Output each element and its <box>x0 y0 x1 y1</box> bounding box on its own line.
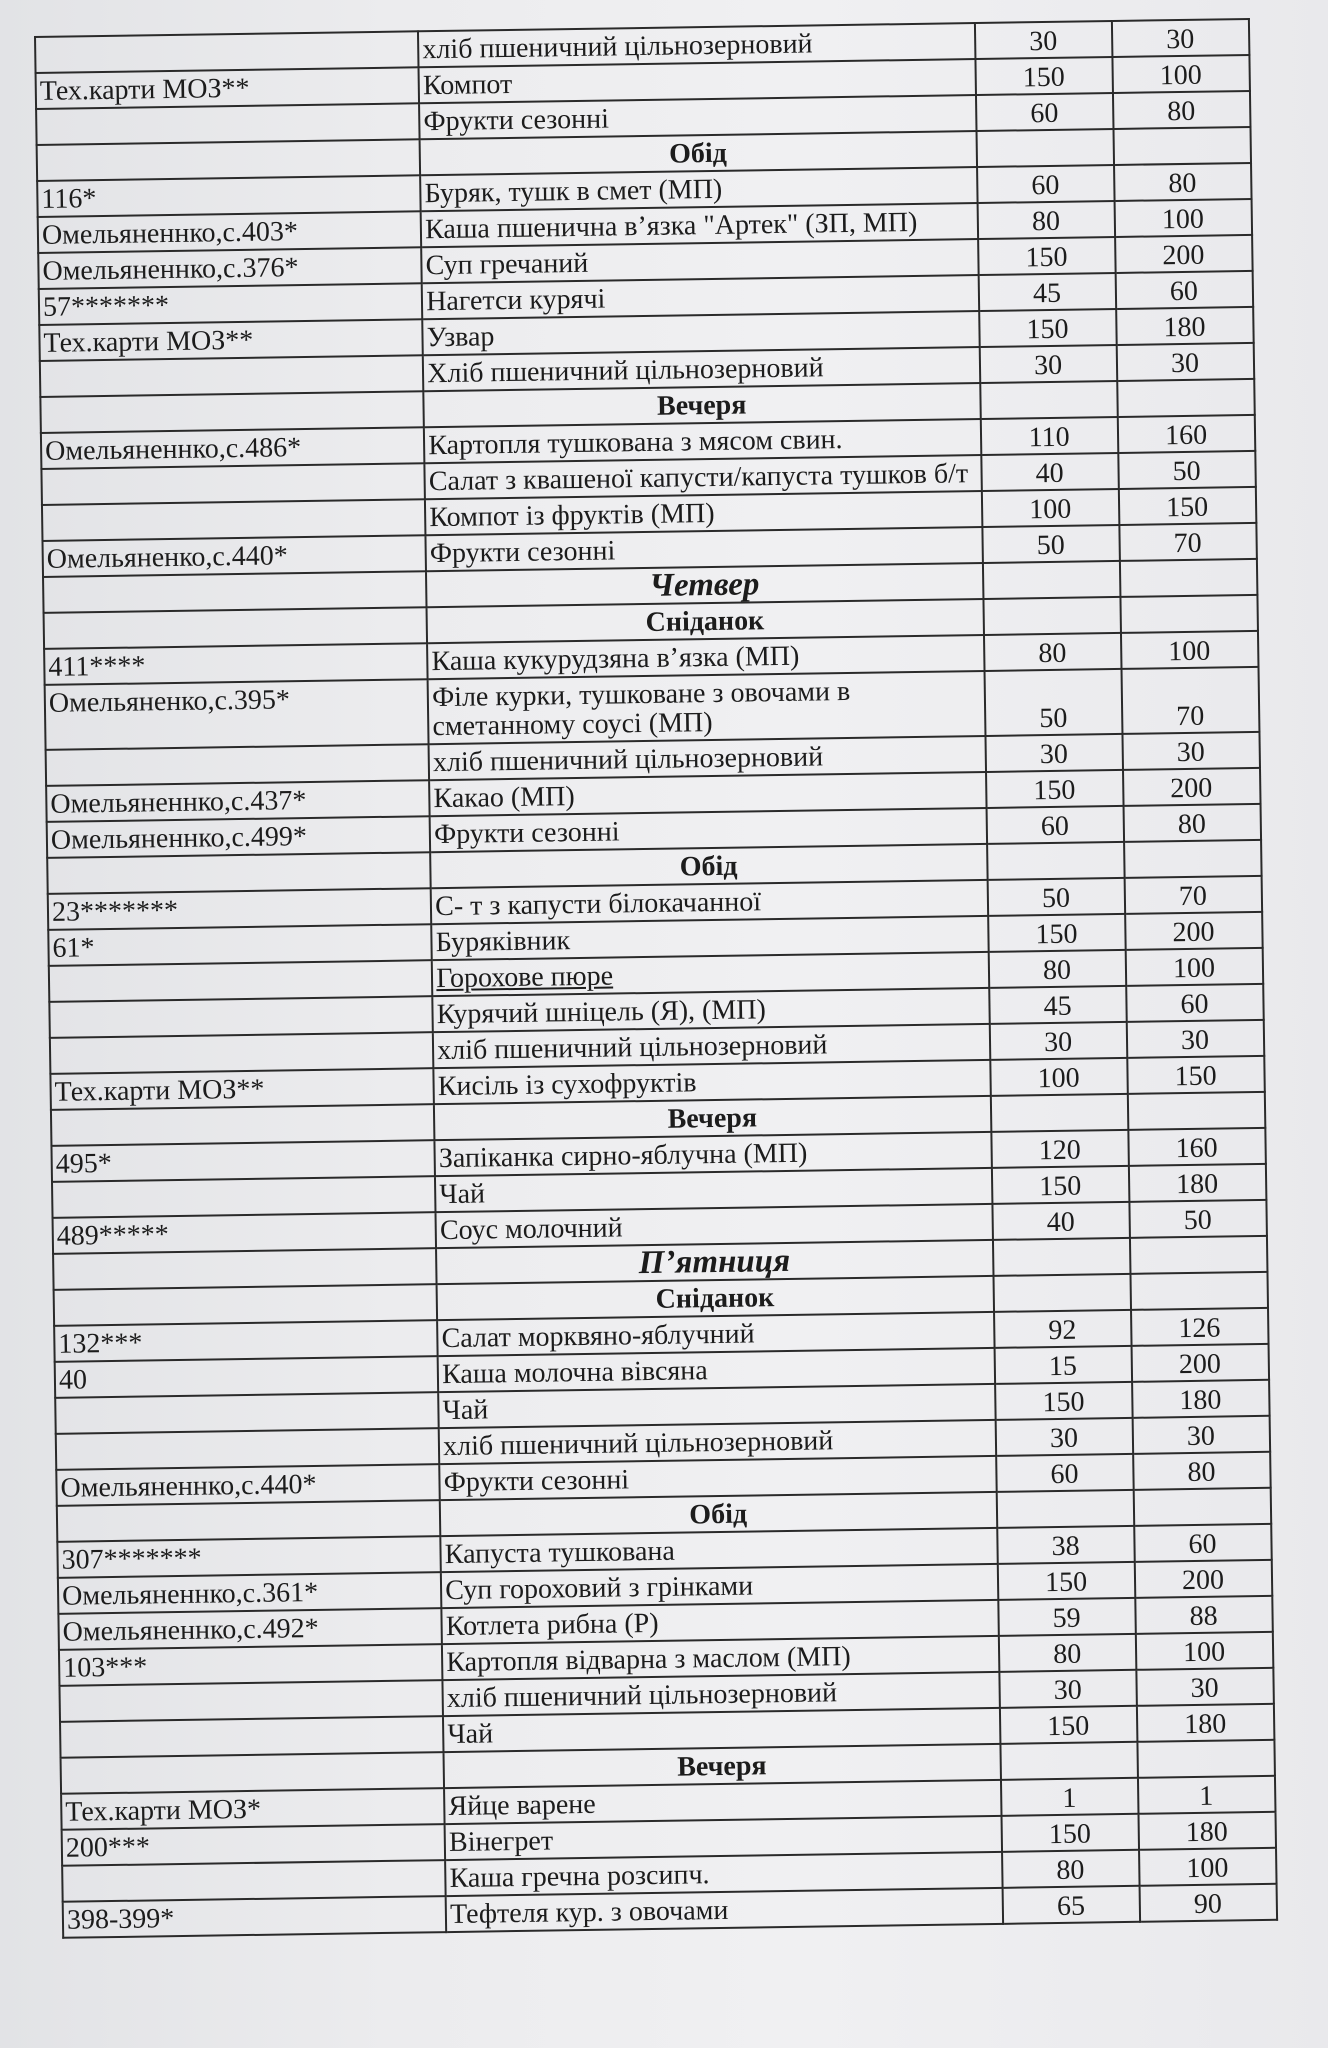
recipe-source-cell: 116* <box>37 175 421 217</box>
empty-portion-cell <box>1134 1488 1271 1526</box>
recipe-source-cell: Тех.карти МОЗ** <box>50 1068 434 1110</box>
portion-large-cell: 200 <box>1135 1560 1272 1598</box>
recipe-source-cell: 61* <box>48 924 432 966</box>
dish-name-cell: С- т з капусти білокачанної <box>431 880 988 924</box>
empty-source-cell <box>54 1284 438 1326</box>
menu-table <box>34 18 1278 1939</box>
portion-small-cell: 50 <box>988 878 1125 916</box>
empty-portion-cell <box>993 1238 1130 1276</box>
recipe-source-cell <box>42 499 426 541</box>
portion-large-cell: 160 <box>1118 415 1255 453</box>
recipe-source-cell: Омельяненнко,с.440* <box>56 1464 440 1506</box>
dish-name-cell: Курячий шніцель (Я), (МП) <box>432 988 989 1032</box>
portion-large-cell: 80 <box>1114 163 1251 201</box>
dish-name-cell: Хліб пшеничний цільнозерновий <box>423 347 980 391</box>
portion-small-cell: 60 <box>996 1454 1133 1492</box>
recipe-source-cell: Омельяненнко,с.403* <box>38 211 422 253</box>
meal-title: Обід <box>440 1492 997 1536</box>
portion-large-cell: 100 <box>1115 199 1252 237</box>
menu-sheet <box>34 18 1278 1939</box>
portion-large-cell: 30 <box>1112 19 1249 57</box>
dish-name-cell: Салат з квашеної капусти/капуста тушков б/т <box>425 455 982 499</box>
dish-name-cell: хліб пшеничний цільнозерновий <box>443 1672 1000 1716</box>
portion-large-cell: 70 <box>1122 667 1260 734</box>
portion-large-cell: 100 <box>1139 1848 1276 1886</box>
recipe-source-cell <box>50 1032 434 1074</box>
recipe-source-cell <box>59 1680 443 1722</box>
portion-large-cell: 80 <box>1124 804 1261 842</box>
portion-large-cell: 30 <box>1117 343 1254 381</box>
meal-title: Обід <box>420 131 977 175</box>
meal-title: Вечеря <box>434 1096 991 1140</box>
portion-small-cell: 30 <box>990 1022 1127 1060</box>
dish-name-cell: Буряк, тушк в смет (МП) <box>420 167 977 211</box>
recipe-source-cell <box>52 1176 436 1218</box>
portion-small-cell: 40 <box>993 1202 1130 1240</box>
portion-large-cell: 50 <box>1118 451 1255 489</box>
portion-small-cell: 80 <box>1002 1850 1139 1888</box>
recipe-source-cell: Омельяненнко,с.437* <box>46 780 430 822</box>
dish-name-cell: Каша пшенична в’язка "Артек" (ЗП, МП) <box>421 203 978 247</box>
portion-large-cell: 1 <box>1138 1776 1275 1814</box>
dish-name-cell: Соус молочний <box>436 1204 993 1248</box>
dish-name-cell: Каша кукурудзяна в’язка (МП) <box>427 635 984 679</box>
portion-small-cell: 150 <box>998 1562 1135 1600</box>
portion-small-cell: 80 <box>999 1634 1136 1672</box>
dish-name-cell: хліб пшеничний цільнозерновий <box>433 1024 990 1068</box>
portion-large-cell: 180 <box>1129 1164 1266 1202</box>
meal-title: Вечеря <box>424 383 981 427</box>
recipe-source-cell <box>41 463 425 505</box>
day-title: П’ятниця <box>436 1240 993 1284</box>
dish-name-cell: Салат морквяно-яблучний <box>437 1312 994 1356</box>
recipe-source-cell: 200*** <box>62 1824 446 1866</box>
portion-small-cell: 80 <box>989 950 1126 988</box>
portion-small-cell: 150 <box>986 770 1123 808</box>
dish-name-cell: Узвар <box>422 311 979 355</box>
portion-large-cell: 30 <box>1136 1668 1273 1706</box>
portion-small-cell: 40 <box>981 453 1118 491</box>
dish-name-cell: Вінегрет <box>445 1816 1002 1860</box>
dish-name-cell: Чай <box>443 1708 1000 1752</box>
portion-small-cell: 150 <box>992 1166 1129 1204</box>
portion-small-cell: 45 <box>989 986 1126 1024</box>
dish-name-cell: Котлета рибна (Р) <box>442 1600 999 1644</box>
recipe-source-cell: Омельяненнко,с.376* <box>38 247 422 289</box>
dish-name-cell: Нагетси курячі <box>422 275 979 319</box>
empty-portion-cell <box>1117 379 1254 417</box>
empty-source-cell <box>37 139 421 181</box>
portion-large-cell: 200 <box>1132 1344 1269 1382</box>
portion-small-cell: 150 <box>1000 1706 1137 1744</box>
portion-large-cell: 200 <box>1125 912 1262 950</box>
recipe-source-cell: 307******* <box>57 1536 441 1578</box>
empty-portion-cell <box>1001 1742 1138 1780</box>
portion-small-cell: 150 <box>988 914 1125 952</box>
dish-name-cell: Яйце варене <box>444 1780 1001 1824</box>
portion-large-cell: 70 <box>1119 523 1256 561</box>
portion-small-cell: 100 <box>982 489 1119 527</box>
portion-large-cell: 60 <box>1116 271 1253 309</box>
dish-name-cell: Суп гороховий з грінками <box>441 1564 998 1608</box>
portion-small-cell: 30 <box>986 734 1123 772</box>
portion-small-cell: 110 <box>981 417 1118 455</box>
empty-portion-cell <box>984 597 1121 635</box>
dish-name-cell: хліб пшеничний цільнозерновий <box>429 736 986 780</box>
portion-small-cell: 92 <box>994 1310 1131 1348</box>
empty-portion-cell <box>1130 1236 1267 1274</box>
empty-portion-cell <box>980 381 1117 419</box>
portion-large-cell: 90 <box>1140 1884 1277 1922</box>
portion-small-cell: 30 <box>975 21 1112 59</box>
portion-large-cell: 126 <box>1131 1308 1268 1346</box>
recipe-source-cell: Тех.карти МОЗ** <box>39 319 423 361</box>
empty-source-cell <box>51 1104 435 1146</box>
dish-name-cell: Фрукти сезонні <box>419 95 976 139</box>
portion-large-cell: 180 <box>1139 1812 1276 1850</box>
recipe-source-cell <box>46 744 430 786</box>
dish-name-cell: Філе курки, тушковане з овочами в сметанному соусі (МП) <box>428 671 986 744</box>
portion-small-cell: 45 <box>979 273 1116 311</box>
recipe-source-cell: 489***** <box>53 1212 437 1254</box>
portion-small-cell: 150 <box>976 57 1113 95</box>
portion-large-cell: 60 <box>1126 984 1263 1022</box>
portion-large-cell: 88 <box>1135 1596 1272 1634</box>
recipe-source-cell: 57******* <box>39 283 423 325</box>
recipe-source-cell: Омельяненнко,с.492* <box>58 1608 442 1650</box>
empty-portion-cell <box>991 1094 1128 1132</box>
empty-source-cell <box>43 571 427 613</box>
dish-name-cell: Тефтеля кур. з овочами <box>446 1888 1003 1932</box>
dish-name-cell: Горохове пюре <box>432 952 989 996</box>
menu-table-body <box>35 19 1277 1938</box>
portion-small-cell: 80 <box>978 201 1115 239</box>
portion-large-cell: 30 <box>1133 1416 1270 1454</box>
dish-name-cell: Фрукти сезонні <box>430 808 987 852</box>
portion-large-cell: 50 <box>1129 1200 1266 1238</box>
empty-portion-cell <box>977 129 1114 167</box>
portion-large-cell: 70 <box>1125 876 1262 914</box>
portion-small-cell: 60 <box>976 93 1113 131</box>
empty-portion-cell <box>1137 1740 1274 1778</box>
portion-large-cell: 200 <box>1115 235 1252 273</box>
portion-small-cell: 60 <box>987 806 1124 844</box>
portion-large-cell: 30 <box>1127 1020 1264 1058</box>
empty-portion-cell <box>1120 595 1257 633</box>
portion-small-cell: 59 <box>998 1598 1135 1636</box>
portion-small-cell: 38 <box>997 1526 1134 1564</box>
recipe-source-cell <box>40 355 424 397</box>
recipe-source-cell <box>36 103 420 145</box>
dish-name-cell: Какао (МП) <box>429 772 986 816</box>
meal-title: Сніданок <box>427 599 984 643</box>
portion-small-cell: 80 <box>984 633 1121 671</box>
portion-large-cell: 150 <box>1127 1056 1264 1094</box>
empty-portion-cell <box>983 561 1120 599</box>
dish-name-cell: Капуста тушкована <box>441 1528 998 1572</box>
recipe-source-cell: Омельяненнко,с.499* <box>47 816 431 858</box>
empty-source-cell <box>47 852 431 894</box>
portion-small-cell: 50 <box>985 669 1123 736</box>
empty-source-cell <box>44 607 428 649</box>
dish-name-cell: хліб пшеничний цільнозерновий <box>439 1420 996 1464</box>
empty-source-cell <box>61 1752 445 1794</box>
portion-small-cell: 100 <box>990 1058 1127 1096</box>
dish-name-cell: хліб пшеничний цільнозерновий <box>418 23 975 67</box>
dish-name-cell: Фрукти сезонні <box>426 527 983 571</box>
recipe-source-cell: Тех.карти МОЗ* <box>61 1788 445 1830</box>
dish-name-cell: Компот <box>419 59 976 103</box>
meal-title: Вечеря <box>444 1744 1001 1788</box>
recipe-source-cell: Омельяненнко,с.486* <box>41 427 425 469</box>
recipe-source-cell <box>49 996 433 1038</box>
empty-portion-cell <box>1114 127 1251 165</box>
recipe-source-cell <box>55 1392 439 1434</box>
recipe-source-cell: Омельяненко,с.395* <box>45 679 429 750</box>
recipe-source-cell: 398-399* <box>63 1896 447 1938</box>
dish-name-cell: Картопля відварна з маслом (МП) <box>442 1636 999 1680</box>
recipe-source-cell <box>56 1428 440 1470</box>
dish-name-cell: Фрукти сезонні <box>439 1456 996 1500</box>
portion-small-cell: 30 <box>999 1670 1136 1708</box>
recipe-source-cell: 23******* <box>48 888 432 930</box>
portion-small-cell: 1 <box>1001 1778 1138 1816</box>
portion-large-cell: 100 <box>1126 948 1263 986</box>
portion-large-cell: 80 <box>1133 1452 1270 1490</box>
portion-large-cell: 80 <box>1113 91 1250 129</box>
portion-large-cell: 60 <box>1134 1524 1271 1562</box>
recipe-source-cell: 495* <box>51 1140 435 1182</box>
dish-name-cell: Каша гречна розсипч. <box>445 1852 1002 1896</box>
portion-small-cell: 120 <box>991 1130 1128 1168</box>
empty-portion-cell <box>987 842 1124 880</box>
portion-small-cell: 50 <box>983 525 1120 563</box>
recipe-source-cell: Омельяненко,с.440* <box>42 535 426 577</box>
portion-large-cell: 100 <box>1112 55 1249 93</box>
dish-name-cell: Кисіль із сухофруктів <box>434 1060 991 1104</box>
dish-name-cell: Чай <box>438 1384 995 1428</box>
day-title: Четвер <box>426 563 983 607</box>
portion-small-cell: 150 <box>979 309 1116 347</box>
dish-name-cell: Запіканка сирно-яблучна (МП) <box>435 1132 992 1176</box>
portion-small-cell: 150 <box>978 237 1115 275</box>
portion-small-cell: 30 <box>996 1418 1133 1456</box>
portion-large-cell: 180 <box>1132 1380 1269 1418</box>
portion-small-cell: 65 <box>1003 1886 1140 1924</box>
portion-large-cell: 180 <box>1116 307 1253 345</box>
portion-large-cell: 100 <box>1136 1632 1273 1670</box>
portion-large-cell: 100 <box>1121 631 1258 669</box>
meal-title: Сніданок <box>437 1276 994 1320</box>
recipe-source-cell: 411**** <box>44 643 428 685</box>
empty-portion-cell <box>994 1274 1131 1312</box>
portion-large-cell: 30 <box>1123 732 1260 770</box>
empty-source-cell <box>57 1500 441 1542</box>
empty-portion-cell <box>1124 840 1261 878</box>
portion-small-cell: 150 <box>995 1382 1132 1420</box>
meal-title: Обід <box>430 844 987 888</box>
dish-name-cell: Чай <box>435 1168 992 1212</box>
dish-name-cell: Суп гречаний <box>421 239 978 283</box>
empty-portion-cell <box>1131 1272 1268 1310</box>
portion-large-cell: 150 <box>1119 487 1256 525</box>
recipe-source-cell: 40 <box>55 1356 439 1398</box>
portion-large-cell: 200 <box>1123 768 1260 806</box>
empty-portion-cell <box>1128 1092 1265 1130</box>
dish-name-cell: Каша молочна вівсяна <box>438 1348 995 1392</box>
portion-small-cell: 15 <box>995 1346 1132 1384</box>
recipe-source-cell: 132*** <box>54 1320 438 1362</box>
recipe-source-cell: Омельяненнко,с.361* <box>58 1572 442 1614</box>
recipe-source-cell <box>49 960 433 1002</box>
dish-name-cell: Буряківник <box>431 916 988 960</box>
portion-small-cell: 60 <box>977 165 1114 203</box>
portion-small-cell: 30 <box>980 345 1117 383</box>
empty-source-cell <box>40 391 424 433</box>
recipe-source-cell <box>62 1860 446 1902</box>
empty-source-cell <box>53 1248 437 1290</box>
recipe-source-cell: Тех.карти МОЗ** <box>36 67 420 109</box>
recipe-source-cell <box>35 31 419 73</box>
dish-name-cell: Картопля тушкована з мясом свин. <box>424 419 981 463</box>
recipe-source-cell <box>60 1716 444 1758</box>
empty-portion-cell <box>997 1490 1134 1528</box>
dish-name-cell: Компот із фруктів (МП) <box>425 491 982 535</box>
recipe-source-cell: 103*** <box>59 1644 443 1686</box>
portion-large-cell: 160 <box>1128 1128 1265 1166</box>
empty-portion-cell <box>1120 559 1257 597</box>
portion-small-cell: 150 <box>1002 1814 1139 1852</box>
portion-large-cell: 180 <box>1137 1704 1274 1742</box>
